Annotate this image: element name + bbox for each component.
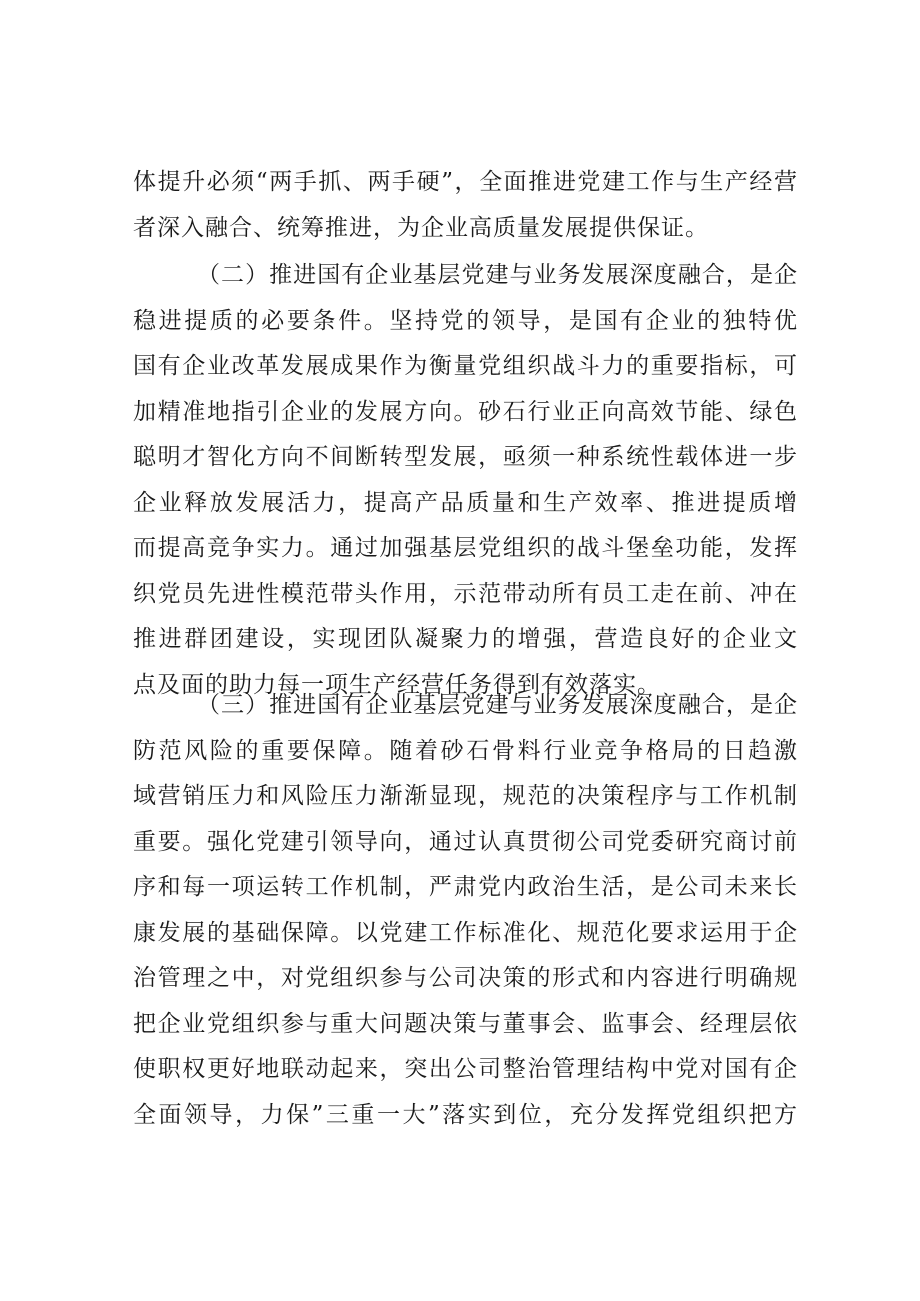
paragraph-line: 织党员先进性模范带头作用，示范带动所有员工走在前、冲在 — [133, 580, 798, 607]
paragraph-line: 聪明才智化方向不间断转型发展，亟须一种系统性载体进一步 — [133, 444, 798, 470]
paragraph-line: 而提高竞争实力。通过加强基层党组织的战斗堡垒功能，发挥 — [133, 535, 798, 561]
paragraph-three — [133, 683, 798, 1138]
paragraph-line: 加精准地指引企业的发展方向。砂石行业正向高效节能、绿色 — [133, 398, 798, 425]
paragraph-continuation — [133, 160, 798, 251]
paragraph-line: 治管理之中，对党组织参与公司决策的形式和内容进行明确规 — [133, 965, 798, 991]
paragraph-line: 康发展的基础保障。以党建工作标准化、规范化要求运用于企 — [133, 919, 798, 946]
paragraph-line: 体提升必须“两手抓、两手硬”，全面推进党建工作与生产经营 — [133, 169, 798, 195]
paragraph-line: 稳进提质的必要条件。坚持党的领导，是国有企业的独特优 — [133, 307, 798, 334]
paragraph-line: （二）推进国有企业基层党建与业务发展深度融合，是企 — [197, 262, 798, 288]
paragraph-line: 防范风险的重要保障。随着砂石骨料行业竞争格局的日趋激 — [133, 737, 798, 764]
paragraph-line: 者深入融合、统筹推进，为企业高质量发展提供保证。 — [133, 214, 709, 241]
paragraph-line: 企业释放发展活力，提高产品质量和生产效率、推进提质增 — [133, 489, 798, 516]
paragraph-line: 使职权更好地联动起来，突出公司整治管理结构中党对国有企 — [133, 1056, 798, 1082]
paragraph-line: 国有企业改革发展成果作为衡量党组织战斗力的重要指标，可 — [133, 353, 798, 379]
paragraph-line: （三）推进国有企业基层党建与业务发展深度融合，是企 — [197, 692, 798, 718]
paragraph-line: 点及面的助力每一项生产经营任务得到有效落实。 — [133, 671, 661, 698]
paragraph-line: 把企业党组织参与重大问题决策与董事会、监事会、经理层依 — [133, 1010, 798, 1037]
paragraph-two — [133, 253, 798, 708]
paragraph-line: 序和每一项运转工作机制，严肃党内政治生活，是公司未来长 — [133, 874, 798, 900]
paragraph-line: 重要。强化党建引领导向，通过认真贯彻公司党委研究商讨前 — [133, 828, 798, 855]
paragraph-line: 推进群团建设，实现团队凝聚力的增强，营造良好的企业文 — [133, 626, 798, 652]
paragraph-line: 全面领导，力保”三重一大”落实到位，充分发挥党组织把方 — [133, 1101, 798, 1128]
paragraph-line: 域营销压力和风险压力渐渐显现，规范的决策程序与工作机制 — [133, 783, 798, 809]
